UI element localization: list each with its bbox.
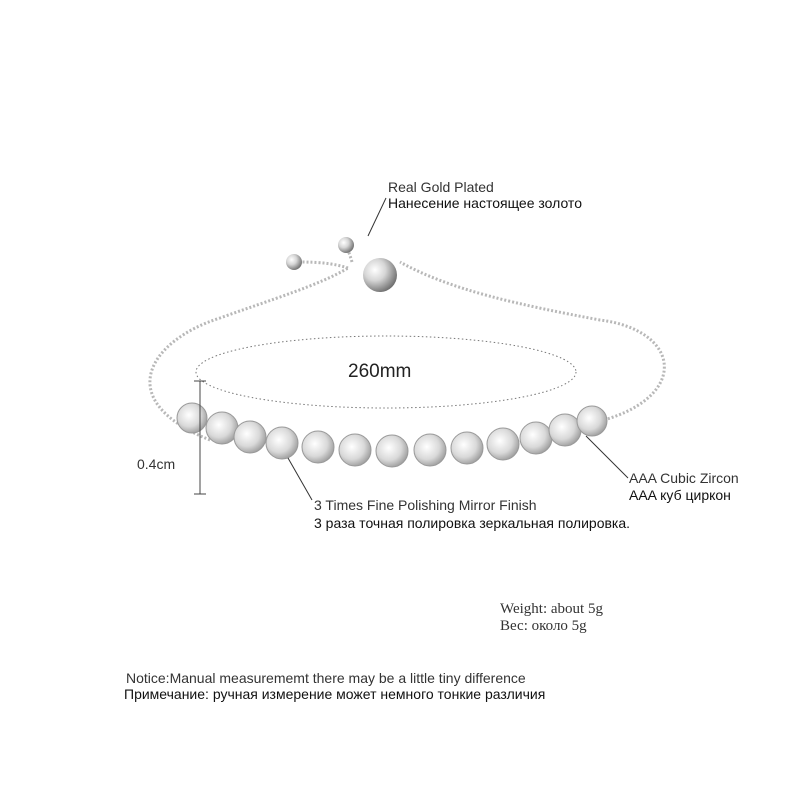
width-label: 0.4cm [137,456,176,472]
stone [234,421,266,453]
stone-row [177,403,607,467]
stone [206,412,238,444]
stone [414,434,446,466]
notice-ru: Примечание: ручная измерение может немного тонкие различия [124,686,546,702]
stone [376,435,408,467]
weight-label-ru: Вес: около 5g [500,618,587,634]
plating-label-en: Real Gold Plated [388,179,494,195]
stone [520,422,552,454]
stone [302,431,334,463]
finish-label-ru: 3 раза точная полировка зеркальная полировка. [314,515,631,531]
stone [339,434,371,466]
length-label: 260mm [348,361,412,382]
chain-loop-right [400,262,664,420]
end-bead-left [286,254,302,270]
stones-label-ru: AAA куб циркон [629,487,731,503]
stone [577,406,607,436]
leader-finish [288,458,312,500]
stone [451,432,483,464]
stone [177,403,207,433]
plating-label-ru: Нанесение настоящее золото [388,195,582,211]
notice-en: Notice:Manual measurememt there may be a little tiny difference [126,670,526,686]
chain-tail-left [296,262,348,268]
stone [487,428,519,460]
stone [549,414,581,446]
leader-plating [368,198,386,236]
slider-ball [363,258,397,292]
stones-label-en: AAA Cubic Zircon [629,470,739,486]
leader-stones [586,436,628,478]
weight-label-en: Weight: about 5g [500,601,603,617]
stone [266,427,298,459]
end-bead-right [338,237,354,253]
finish-label-en: 3 Times Fine Polishing Mirror Finish [314,497,537,513]
